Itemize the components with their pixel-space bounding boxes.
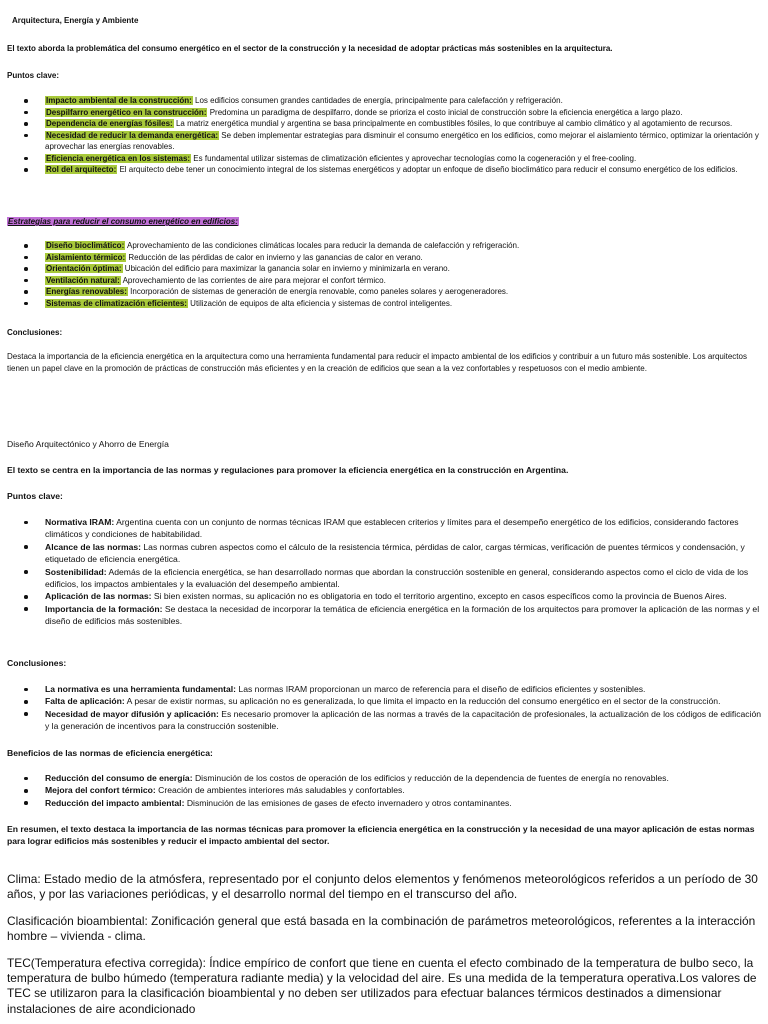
section2-summary: En resumen, el texto destaca la importancia de las normas técnicas para promover la eficiencia energética en la construcción y la necesidad de una mayor aplicación de estas normas para lograr edificios más sostenibles y reducir el impacto ambiental del sector. bbox=[7, 824, 755, 847]
list-item: Falta de aplicación: A pesar de existir normas, su aplicación no es generalizada, lo que limita el impacto en la reducción del consumo energético en el sector de la construcción. bbox=[7, 695, 762, 707]
highlighted-term: Dependencia de energías fósiles: bbox=[46, 119, 173, 128]
list-term: Reducción del impacto ambiental: bbox=[45, 797, 185, 808]
section1-conclusions-heading: Conclusiones: bbox=[7, 328, 63, 337]
list-item: Necesidad de reducir la demanda energética: Se deben implementar estrategias para disminuir el consumo energético en los edificios, como mejorar el aislamiento térmico, optimizar la orientación y aprovechar las energías renovables. bbox=[7, 130, 762, 153]
section2-points-list bbox=[7, 516, 762, 628]
list-term: Falta de aplicación: bbox=[45, 696, 125, 707]
section2-intro: El texto se centra en la importancia de las normas y regulaciones para promover la eficiencia energética en la construcción en Argentina. bbox=[7, 465, 569, 475]
list-term: Importancia de la formación: bbox=[45, 603, 163, 614]
definition-clima: Clima: Estado medio de la atmósfera, representado por el conjunto delos elementos y fenómenos meteorológicos referidos a un período de 30 años, y por las variaciones periódicas, y el desarrollo normal del tiempo en el transcurso del año. bbox=[7, 872, 758, 902]
list-item: Rol del arquitecto: El arquitecto debe tener un conocimiento integral de los sistemas energéticos y adoptar un enfoque de diseño bioclimático para reducir el consumo energético de los edificios. bbox=[7, 164, 762, 176]
list-item: Ventilación natural: Aprovechamiento de las corrientes de aire para mejorar el confort térmico. bbox=[7, 275, 762, 287]
list-item: Dependencia de energías fósiles: La matriz energética mundial y argentina se basa principalmente en combustibles fósiles, lo que contribuye al cambio climático y al agotamiento de recursos. bbox=[7, 118, 762, 130]
section2-conclusions-heading: Conclusiones: bbox=[7, 658, 67, 668]
section1-conclusions: Destaca la importancia de la eficiencia energética en la arquitectura como una herramienta fundamental para reducir el impacto ambiental de los edificios y contribuir a un futuro más sostenible. Los arquitectos tienen un papel clave en la promoción de prácticas de construcción más eficientes y en la creación de edificios que sean a la vez confortables y respetuosos con el medio ambiente. bbox=[7, 352, 747, 373]
list-item: Aplicación de las normas: Si bien existen normas, su aplicación no es obligatoria en todo el territorio argentino, excepto en casos específicos como la provincia de Buenos Aires. bbox=[7, 590, 762, 602]
list-item: Diseño bioclimático: Aprovechamiento de las condiciones climáticas locales para reducir la demanda de calefacción y refrigeración. bbox=[7, 240, 762, 252]
benefits-list bbox=[7, 772, 762, 809]
list-item: Sistemas de climatización eficientes: Utilización de equipos de alta eficiencia y sistemas de control inteligentes. bbox=[7, 298, 762, 310]
list-term: Sostenibilidad: bbox=[45, 566, 107, 577]
highlighted-term: Eficiencia energética en los sistemas: bbox=[46, 153, 191, 163]
definition-clasificacion-bioambiental: Clasificación bioambiental: Zonificación general que está basada en la combinación de parámetros meteorológicos, referentes a la interacción hombre – vivienda - clima. bbox=[7, 914, 756, 944]
section2-title: Diseño Arquitectónico y Ahorro de Energía bbox=[7, 439, 169, 449]
section2-conclusions-list bbox=[7, 683, 762, 733]
list-item: Necesidad de mayor difusión y aplicación: Es necesario promover la aplicación de las normas a través de la capacitación de profesionales, la actualización de los códigos de edificación y la generación de incentivos para la construcción sostenible. bbox=[7, 708, 762, 733]
list-item: Sostenibilidad: Además de la eficiencia energética, se han desarrollado normas que abordan la construcción sostenible en general, considerando aspectos como el ciclo de vida de los edificios, los impactos ambientales y la evaluación del desempeño ambiental. bbox=[7, 566, 762, 591]
highlighted-term: Sistemas de climatización eficientes: bbox=[46, 298, 187, 308]
highlighted-term: Aislamiento térmico: bbox=[46, 252, 126, 262]
list-term: Alcance de las normas: bbox=[45, 541, 142, 552]
list-item: Orientación óptima: Ubicación del edificio para maximizar la ganancia solar en invierno y minimizarla en verano. bbox=[7, 263, 762, 275]
definition-tec: TEC(Temperatura efectiva corregida): Índice empírico de confort que tiene en cuenta el efecto combinado de la temperatura de bulbo seco, la temperatura de bulbo húmedo (temperatura radiante media) y la velocidad del aire. Es una medida de la temperatura operativa.Los valores de TEC se utilizaron para la clasificación bioambiental y no deben ser utilizados para efectuar balances térmicos destinados a dimensionar instalaciones de aire acondicionado bbox=[7, 956, 757, 1016]
strategies-list bbox=[7, 240, 762, 309]
list-item: Mejora del confort térmico: Creación de ambientes interiores más saludables y confortables. bbox=[7, 784, 762, 796]
list-term: Aplicación de las normas: bbox=[45, 591, 152, 602]
list-term: La normativa es una herramienta fundamental: bbox=[45, 684, 237, 694]
list-term: Reducción del consumo de energía: bbox=[45, 773, 193, 783]
section1-title: Arquitectura, Energía y Ambiente bbox=[12, 16, 139, 25]
list-item: La normativa es una herramienta fundamental: Las normas IRAM proporcionan un marco de referencia para el diseño de edificios eficientes y sostenibles. bbox=[7, 683, 762, 695]
highlighted-term: Necesidad de reducir la demanda energética: bbox=[46, 130, 219, 140]
highlighted-term: Despilfarro energético en la construcción: bbox=[46, 107, 207, 117]
list-item: Importancia de la formación: Se destaca la necesidad de incorporar la temática de eficiencia energética en la formación de los arquitectos para promover la aplicación de las normas y el diseño de edificios más sostenibles. bbox=[7, 603, 762, 628]
section1-intro: El texto aborda la problemática del consumo energético en el sector de la construcción y la necesidad de adoptar prácticas más sostenibles en la arquitectura. bbox=[7, 44, 613, 53]
highlighted-term: Diseño bioclimático: bbox=[46, 241, 125, 250]
list-item: Energías renovables: Incorporación de sistemas de generación de energía renovable, como paneles solares y aerogeneradores. bbox=[7, 286, 762, 298]
highlighted-term: Energías renovables: bbox=[46, 287, 127, 296]
benefits-heading: Beneficios de las normas de eficiencia energética: bbox=[7, 748, 213, 758]
section2-points-heading: Puntos clave: bbox=[7, 491, 63, 501]
list-term: Mejora del confort térmico: bbox=[45, 785, 156, 796]
list-item: Despilfarro energético en la construcción: Predomina un paradigma de despilfarro, donde se prioriza el costo inicial de construcción sobre la eficiencia energética a largo plazo. bbox=[7, 107, 762, 119]
list-item: Aislamiento térmico: Reducción de las pérdidas de calor en invierno y las ganancias de calor en verano. bbox=[7, 252, 762, 264]
highlighted-term: Orientación óptima: bbox=[46, 264, 122, 273]
list-item: Impacto ambiental de la construcción: Los edificios consumen grandes cantidades de energía, principalmente para calefacción y refrigeración. bbox=[7, 95, 762, 107]
section1-points-list bbox=[7, 95, 762, 176]
list-item: Reducción del consumo de energía: Disminución de los costos de operación de los edificios y reducción de la dependencia de fuentes de energía no renovables. bbox=[7, 772, 762, 784]
list-item: Reducción del impacto ambiental: Disminución de las emisiones de gases de efecto invernadero y otros contaminantes. bbox=[7, 797, 762, 809]
highlighted-term: Rol del arquitecto: bbox=[46, 165, 117, 174]
list-item: Normativa IRAM: Argentina cuenta con un conjunto de normas técnicas IRAM que establecen criterios y límites para el desempeño energético de los edificios, considerando factores climáticos y condiciones de habitabilidad. bbox=[7, 516, 762, 541]
list-term: Necesidad de mayor difusión y aplicación: bbox=[45, 708, 219, 719]
highlighted-term: Ventilación natural: bbox=[46, 275, 120, 285]
section1-points-heading: Puntos clave: bbox=[7, 71, 60, 80]
highlighted-term: Impacto ambiental de la construcción: bbox=[46, 96, 192, 105]
strategies-heading: Estrategias para reducir el consumo energético en edificios: bbox=[8, 217, 238, 226]
list-term: Normativa IRAM: bbox=[45, 517, 115, 527]
list-item: Eficiencia energética en los sistemas: Es fundamental utilizar sistemas de climatización eficientes y aprovechar tecnologías como la cogeneración y el free-cooling. bbox=[7, 153, 762, 165]
list-item: Alcance de las normas: Las normas cubren aspectos como el cálculo de la resistencia térmica, pérdidas de calor, cargas térmicas, verificación de puentes térmicos y condensación, y etiquetado de eficiencia energética. bbox=[7, 541, 762, 566]
